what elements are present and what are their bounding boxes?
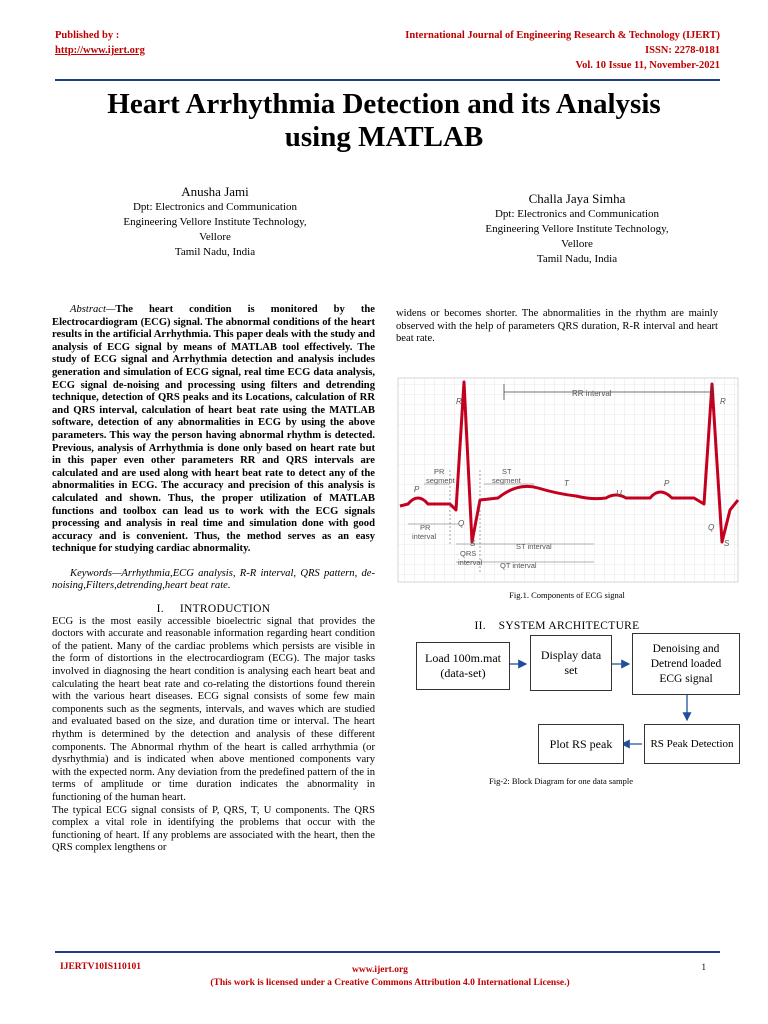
- pr-interval-label-2: interval: [412, 532, 437, 541]
- block-load-dataset-line-1: Load 100m.mat: [425, 651, 501, 665]
- block-denoise-line-2: Detrend loaded: [650, 657, 722, 670]
- ecg-components-figure: [394, 374, 742, 588]
- u-label: U: [616, 489, 622, 498]
- abstract: [52, 304, 375, 556]
- block-load-dataset: [416, 642, 510, 690]
- journal-name: International Journal of Engineering Research & Technology (IJERT): [405, 30, 720, 41]
- header-divider: [55, 79, 720, 81]
- journal-info: [405, 28, 720, 73]
- author-location: Tamil Nadu, India: [536, 253, 618, 265]
- website-link[interactable]: http://www.ijert.org: [55, 45, 145, 56]
- right-column-continuation: widens or becomes shorter. The abnormalities in the rhythm are mainly observed with the help of parameters QRS duration, R-R interval and heart beat rate.: [396, 308, 718, 345]
- q-label: Q: [458, 519, 465, 528]
- pr-segment-label-2: segment: [426, 476, 455, 485]
- pr-interval-label-1: PR: [420, 523, 431, 532]
- footer-divider: [55, 951, 720, 953]
- intro-paragraph-1: ECG is the most easily accessible bioelectric signal that provides the doctors with accurate and reasonable information regarding heart condition of the patient. Many of the cardiac problems which persists are visible in the form of distortions in the electrocardiogram (ECG). The major tasks involved in diagnosing the heart condition is analysing each heart beat and calculating the heart beat rate and co-relating the distortions found therein with the various heart diseases. ECG signal consists of some few main components such as the segments, intervals, and waves which are studied and evaluated based on the size, and duration time or interval. The heart rhythm is determined by the detection and analysis of these different components. The Abnormal rhythm of the heart is called arrhythmia (or dysrhythmia) and is indicated when above mentioned components vary with the expected norm. Any deviation from the predefined pattern of the in terms of amplitude or time duration indicates the abnormality in functioning of the human heart.: [52, 615, 375, 803]
- intro-paragraph-2: The typical ECG signal consists of P, QRS, T, U components. The QRS complex a vital role in identifying the problems that occur with the functioning of heart. If any problems are associated with the heart, then the QRS complex lengthens or: [52, 804, 375, 854]
- author-dept: Dpt: Electronics and Communication: [494, 208, 660, 220]
- keywords: Keywords—Arrhythmia,ECG analysis, R-R interval, QRS pattern, de-noising,Filters,detrending,heart beat rate.: [52, 567, 375, 592]
- st-segment-label-1: ST: [502, 467, 512, 476]
- figure-1-caption: Fig.1. Components of ECG signal: [509, 590, 625, 600]
- r-label: R: [456, 397, 462, 406]
- title-line-2: using MATLAB: [284, 121, 484, 153]
- pr-segment-label-1: PR: [434, 467, 445, 476]
- block-display-dataset: [530, 635, 612, 691]
- left-column: [52, 304, 375, 855]
- section-heading-introduction: I. INTRODUCTION: [156, 603, 271, 616]
- author-institute: Engineering Vellore Institute Technology,: [123, 216, 307, 228]
- qrs-interval-label-1: QRS: [460, 549, 477, 558]
- author-location: Tamil Nadu, India: [174, 246, 256, 258]
- paper-code: IJERTV10IS110101: [60, 962, 141, 972]
- author-city: Vellore: [561, 238, 593, 250]
- author-institute: Engineering Vellore Institute Technology,: [485, 223, 669, 235]
- s-label: S: [470, 539, 476, 548]
- qrs-interval-label-2: interval: [458, 558, 483, 567]
- p-label: P: [414, 485, 420, 494]
- author-city: Vellore: [199, 231, 231, 243]
- rr-interval-label: RR interval: [572, 389, 612, 398]
- author-name: Challa Jaya Simha: [528, 191, 626, 206]
- st-interval-label: ST interval: [516, 542, 552, 551]
- paper-title: [40, 88, 728, 154]
- block-denoise-detrend: [632, 633, 740, 695]
- footer-site-link[interactable]: www.ijert.org: [352, 965, 408, 975]
- block-display-dataset-line-2: set: [564, 663, 578, 677]
- author-name: Anusha Jami: [181, 184, 249, 199]
- section-heading-system-architecture: II. SYSTEM ARCHITECTURE: [474, 620, 640, 632]
- page-number: 1: [701, 962, 706, 972]
- block-denoise-line-1: Denoising and: [652, 642, 720, 655]
- block-plot-rs-peak: Plot RS peak: [538, 724, 624, 764]
- author-2: [432, 190, 722, 267]
- license-notice: (This work is licensed under a Creative Commons Attribution 4.0 International License.): [210, 978, 570, 988]
- s-label-2: S: [724, 539, 730, 548]
- author-dept: Dpt: Electronics and Communication: [132, 201, 298, 213]
- author-1: [80, 183, 350, 260]
- st-segment-label-2: segment: [492, 476, 521, 485]
- published-by-label: Published by :: [55, 30, 120, 41]
- block-load-dataset-line-2: (data-set): [440, 666, 486, 680]
- figure-2-caption: Fig-2: Block Diagram for one data sample: [489, 776, 633, 786]
- abstract-text: The heart condition is monitored by the Electrocardiogram (ECG) signal. The abnormal conditions of the heart results in the artificial Arrhythmia. This paper deals with the study and analysis of ECG signal by means of MATLAB tool effectively. The study of ECG signal and Arrhythmia detection and analysis includes generation and simulation of ECG signal, real time ECG data analysis, ECG signal de-noising and processing using filters and detrending technique, detection of QRS peaks and its Locations, calculation of RR and QRS interval, calculation of heart beat rate using the MATLAB software, detection of any abnormalities in ECG by using the above parameters. This way the person having abnormal rhythm is detected. Previous, analysis of Arrhythmia is done only based on heart rate but in this paper even other parameters RR and QRS intervals are calculated and are used along with heart beat rate to detect any of the abnormalities in ECG. The accuracy and precision of this analysis is calculated and shown. Thus, the proper utilization of MATLAB functions and toolbox can lead us to work with the ECG signals processing and analysis in real time and simulation done with good accuracy and is convenient. Thus, the method serves as an easy technique for studying cardiac abnormality.: [52, 304, 375, 555]
- t-label: T: [564, 479, 569, 488]
- volume-issue: Vol. 10 Issue 11, November-2021: [575, 60, 720, 71]
- qt-interval-label: QT interval: [500, 561, 537, 570]
- block-rs-peak-detection: RS Peak Detection: [644, 724, 740, 764]
- p-label-2: P: [664, 479, 670, 488]
- issn: ISSN: 2278-0181: [645, 45, 720, 56]
- q-label-2: Q: [708, 523, 715, 532]
- title-line-1: Heart Arrhythmia Detection and its Analysis: [107, 88, 661, 120]
- publisher-info: [55, 28, 145, 58]
- block-display-dataset-line-1: Display data: [540, 648, 602, 662]
- block-denoise-line-3: ECG signal: [659, 672, 713, 685]
- abstract-label: Abstract—: [70, 304, 116, 315]
- r-label-2: R: [720, 397, 726, 406]
